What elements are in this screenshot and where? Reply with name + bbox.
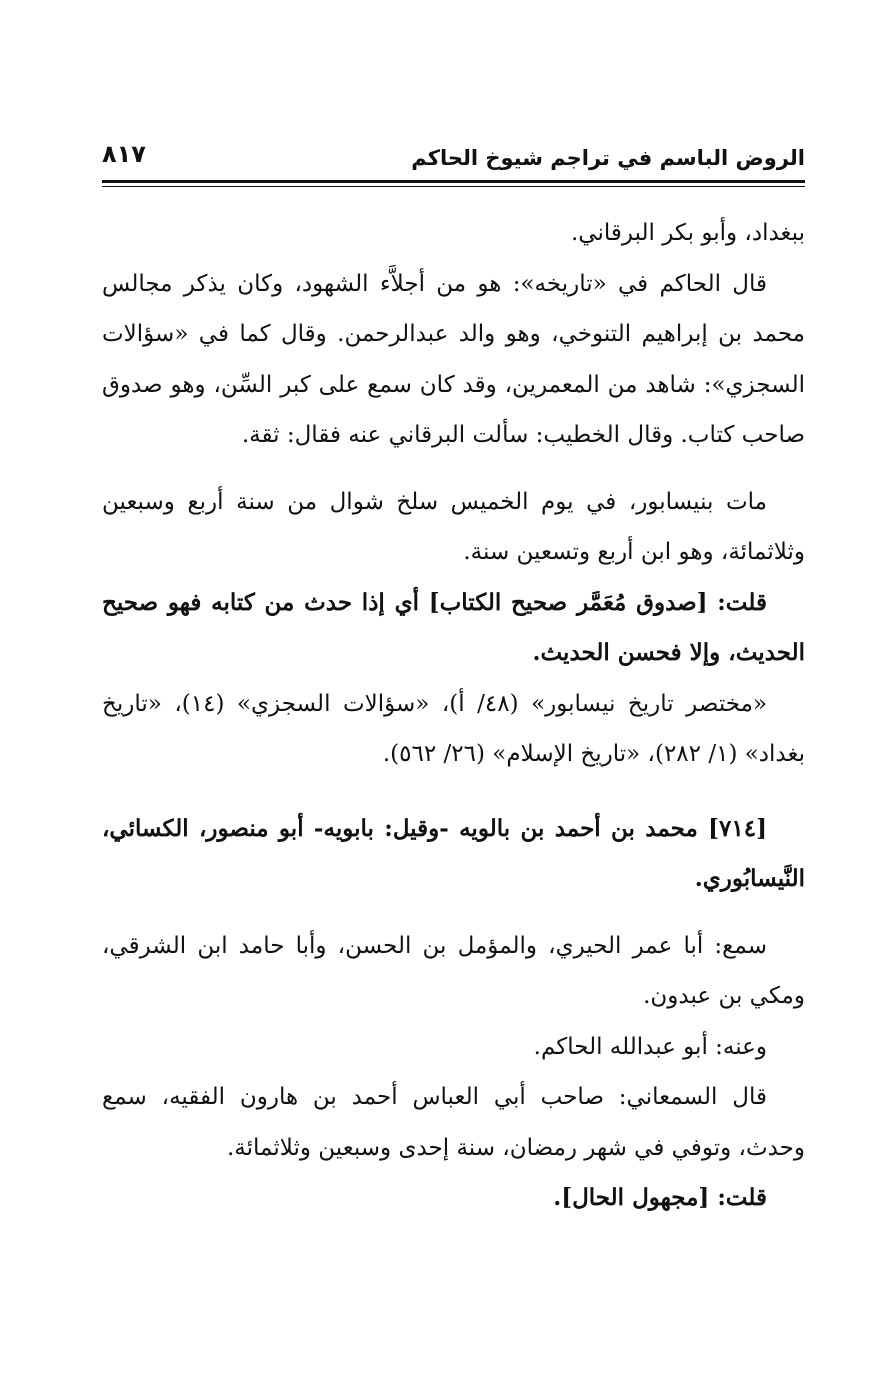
header-rule-thick (102, 180, 805, 183)
sources-paragraph: «مختصر تاريخ نيسابور» (٤٨/ أ)، «سؤالات السجزي» (١٤)، «تاريخ بغداد» (١/ ٢٨٢)، «تاريخ الإسلام» (٢٦/ ٥٦٢). (102, 690, 805, 767)
page-body (102, 208, 805, 1224)
narrated-by-paragraph: وعنه: أبو عبدالله الحاكم. (533, 1033, 767, 1060)
verdict-paragraph: قلت: [صدوق مُعَمَّر صحيح الكتاب] أي إذا حدث من كتابه فهو صحيح الحديث، وإلا فحسن الحديث. (102, 588, 805, 666)
final-verdict-paragraph: قلت: [مجهول الحال]. (553, 1184, 767, 1211)
samani-paragraph: قال السمعاني: صاحب أبي العباس أحمد بن هارون الفقيه، سمع وحدث، وتوفي في شهر رمضان، سنة إحدى وسبعين وثلاثمائة. (102, 1084, 805, 1161)
death-paragraph: مات بنيسابور، في يوم الخميس سلخ شوال من سنة أربع وسبعين وثلاثمائة، وهو ابن أربع وتسعين سنة. (102, 488, 805, 565)
entry-heading: [٧١٤] محمد بن أحمد بن بالويه -وقيل: بابويه- أبو منصور، الكسائي، النَّيسابُوري. (102, 814, 805, 892)
header-rule-thin (102, 186, 805, 187)
continuation-paragraph: ببغداد، وأبو بكر البرقاني. (571, 220, 805, 246)
heard-from-paragraph: سمع: أبا عمر الحيري، والمؤمل بن الحسن، وأبا حامد ابن الشرقي، ومكي بن عبدون. (102, 932, 805, 1009)
hakim-quote-paragraph: قال الحاكم في «تاريخه»: هو من أجلاَّء الشهود، وكان يذكر مجالس محمد بن إبراهيم التنوخي، وهو والد عبدالرحمن. وقال كما في «سؤالات السجزي»: شاهد من المعمرين، وقد كان سمع على كبر السِّن، وهو صدوق صاحب كتاب. وقال الخطيب: سألت البرقاني عنه فقال: ثقة. (102, 270, 805, 448)
page-header (102, 138, 805, 178)
running-title: الروض الباسم في تراجم شيوخ الحاكم (411, 146, 805, 170)
page-number: ٨١٧ (102, 140, 146, 168)
